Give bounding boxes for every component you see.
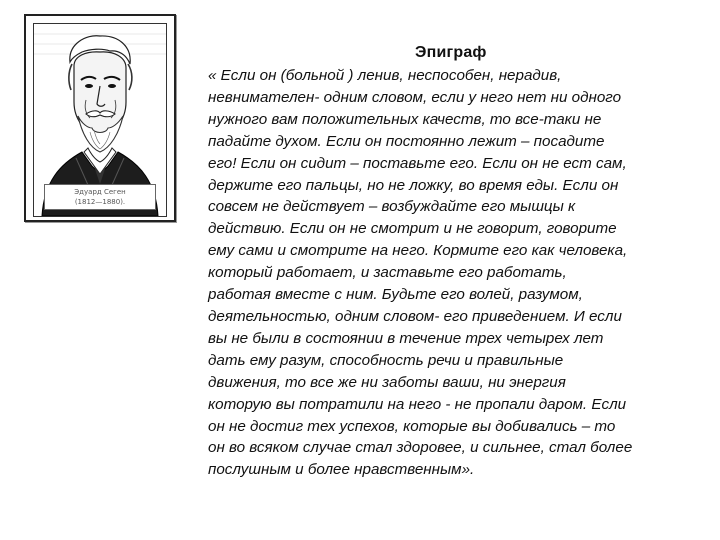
epigraph-line: нужного вам положительных качеств, то все-таки не — [208, 110, 602, 128]
epigraph-line: деятельностью, одним словом- его приведением. И если — [208, 307, 622, 325]
epigraph-line: падайте духом. Если он постоянно лежит – посадите — [208, 132, 605, 150]
epigraph-line: невнимателен- одним словом, если у него нет ни одного — [208, 88, 622, 106]
epigraph-line: которую вы потратили на него - не пропали даром. Если — [208, 395, 627, 413]
epigraph-line: он не достиг тех успехов, которые вы добивались – то — [208, 417, 616, 435]
epigraph-text — [208, 65, 718, 481]
portrait-card — [24, 14, 176, 222]
epigraph-line: « Если он (больной ) ленив, неспособен, нерадив, — [208, 67, 562, 84]
epigraph-line: дать ему разум, способность речи и правильные — [208, 351, 564, 369]
epigraph-title: Эпиграф — [415, 44, 487, 61]
portrait-caption-years: (1812—1880). — [74, 198, 126, 206]
epigraph-line: который работает, и заставьте его работать, — [208, 264, 567, 282]
portrait-caption — [44, 184, 156, 210]
epigraph-line: вы не были в состоянии в течение трех четырех лет — [208, 329, 604, 347]
epigraph-line: держите его пальцы, но не ложку, во время еды. Если он — [208, 176, 619, 194]
epigraph-line: он во всяком случае стал здоровее, и сильнее, стал более — [208, 439, 633, 457]
epigraph-line: его! Если он сидит – поставьте его. Если он не ест сам, — [208, 154, 627, 172]
epigraph-line: движения, то все же ни заботы ваши, ни энергия — [208, 373, 566, 391]
epigraph-line: работая вместе с ним. Будьте его волей, разумом, — [208, 286, 583, 304]
epigraph-line: действию. Если он не смотрит и не говорит, говорите — [208, 220, 617, 238]
epigraph-line: совсем не действует – возбуждайте его мышцы к — [208, 198, 576, 216]
epigraph-line: ему сами и смотрите на него. Кормите его как человека, — [208, 242, 628, 260]
portrait-caption-name: Эдуард Сеген — [74, 188, 126, 196]
portrait-frame — [33, 23, 167, 217]
epigraph-line: послушным и более нравственным». — [208, 461, 475, 479]
